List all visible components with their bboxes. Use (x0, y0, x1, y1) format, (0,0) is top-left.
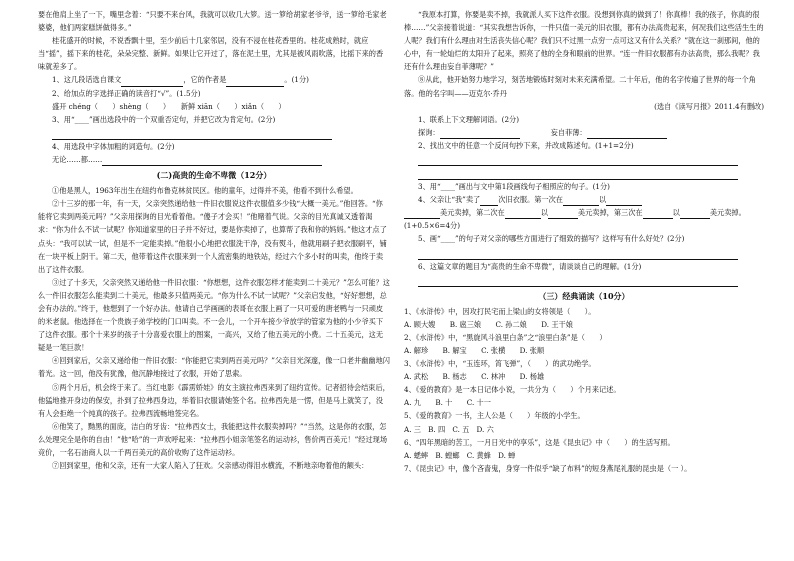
answer-blank[interactable] (480, 196, 498, 206)
question-2: 2、找出文中的任意一个反问句抄下来，并改成陈述句。(1+1=2分) (418, 140, 634, 150)
answer-blank[interactable] (548, 209, 578, 219)
mc-options: A. 顾大嫂 B. 扈三娘 C. 孙二娘 D. 王干娘 (404, 319, 573, 329)
passage-paragraph: ①他是黑人，1963年出生在纽约布鲁克林贫民区。他的童年，过得并不美，他看不到什么希望。 (52, 186, 358, 196)
mc-options: A. 武松 B. 杨志 C. 林冲 D. 杨雄 (404, 372, 545, 382)
mc-options: A. 蟋蟀 B. 螳螂 C. 黄蜂 D. 蝉 (404, 450, 516, 460)
passage-paragraph: ⑥他笑了，黝黑的面庞，洁白的牙齿：“拉弗西女士，我能把这件衣服卖掉吗？”“当然，这是你的衣服，怎么处理完全是你的自由！”他“哈”的一声欢呼起来：“拉弗西小姐亲笔签名的运动衫，售价两百美元！”经过现场竞价，一名石油商人以一千两百美元的高价收购了这件运动衫。 (38, 421, 388, 457)
question-5: 5、画“____”的句子对父亲的哪些方面进行了细致的描写？这样写有什么好处？(2分) (418, 234, 685, 244)
question-3: 3、用“____”画出选段中的一个双重否定句，并把它改为肯定句。(2分) (52, 114, 276, 124)
passage-paragraph: ⑧从此，他开始努力地学习，刻苦地锻炼时刻对未来充满希望。二十年后，他的名字传遍了世界的每一个角落。他的名字叫——迈克尔·乔丹 (404, 75, 756, 98)
mc-options: A. 三 B. 四 C. 五 D. 六 (404, 424, 494, 434)
section-2-title: (二)高贵的生命不卑微（12分） (156, 170, 272, 181)
answer-blank[interactable] (563, 196, 599, 206)
question-4-prompt: 无论……都…… (38, 153, 390, 166)
passage-paragraph: ④回到家后，父亲又递给他一件旧衣服：“你能把它卖到两百美元吗？”父亲目光深邃，像一口老井幽幽地闪着光。这一回，他没有犹豫，他沉静地接过了衣服，开始了思索。 (38, 356, 390, 379)
answer-line[interactable] (418, 154, 738, 166)
right-column (404, 8, 764, 475)
answer-line[interactable] (52, 128, 332, 140)
passage-paragraph: ⑤两个月后，机会终于来了。当红电影《霹雳娇娃》的女主演拉弗西来到了纽约宣传。记者招待会结束后，他猛地推开身边的保安，扑到了拉弗西身边，举着旧衣服请她签个名。拉弗西先是一愣，但是马上就笑了，没有人会拒绝一个纯真的孩子。拉弗西流畅地签完名。 (38, 382, 390, 418)
passage-paragraph: ⑦回到家里，他和父亲，还有一大家人陷入了狂欢。父亲感动得泪水横流，不断地亲吻着他的额头： (52, 461, 369, 471)
source-citation: (选自《读写月报》2011.4有删改) (654, 101, 764, 111)
question-3: 3、用“____”画出与文中第1段画线句子相照应的句子。(1分) (418, 182, 610, 192)
question-2-options: 盛开 chéng（ ）shèng（ ） 新鲜 xiān（ ）xiǎn（ ） (52, 101, 286, 111)
answer-blank[interactable] (505, 209, 541, 219)
question-6: 6、这篇文章的题目为“高贵的生命不卑微”，请谈谈自己的理解。(1分) (418, 261, 642, 271)
answer-blank[interactable] (121, 77, 183, 87)
question-2: 2、给加点的字选择正确的读音打“√”。(1.5分) (52, 88, 201, 98)
mc-question: 2、《水浒传》中，“黑旋风斗浪里白条”之“浪里白条”是（ ） (404, 332, 607, 342)
answer-blank[interactable] (643, 209, 673, 219)
answer-line[interactable] (418, 248, 738, 260)
question-1-words: 探询： 妄自菲薄： (404, 126, 764, 139)
mc-question: 7、《昆虫记》中，像个吝啬鬼，身穿一件似乎“缺了布料”的短身燕尾礼服的昆虫是（一 ）。 (404, 463, 692, 473)
mc-question: 1、《水浒传》中，因攻打民宅而上梁山的女将领是（ ）。 (404, 306, 596, 316)
question-1: 1、这几段话选自课文 ，它的作者是 。(1分) (38, 73, 390, 86)
mc-question: 5、《爱的教育》一书，主人公是（ ）年级的小学生。 (404, 411, 585, 421)
mc-options: A. 九 B. 十 C. 十一 (404, 398, 491, 408)
answer-blank[interactable] (606, 196, 642, 206)
answer-blank[interactable] (226, 77, 284, 87)
left-column (38, 8, 390, 472)
answer-blank[interactable] (587, 129, 667, 139)
question-1: 1、联系上下文理解词语。(2分) (418, 114, 520, 124)
answer-blank[interactable] (680, 209, 710, 219)
passage-paragraph: ②十三岁的那一年，有一天，父亲突然递给他一件旧衣服说这件衣服值多少钱“大概一美元。”他回答。“你能将它卖到两美元吗？”父亲用探询的目光看着他。“傻子才会买！”他赌着气说。父亲的目光真诚又透着渴求：“你为什么不试一试呢？你知道家里的日子并不好过，要是你卖掉了，也算帮了我和你的妈妈。”他这才点了点头：“我可以试一试，但是不一定能卖掉。”他很小心地把衣服洗干净，没有熨斗，他就用刷子把衣服刷平，铺在一块平板上阴干。第二天，他带着这件衣服来到一个人流密集的地铁站，经过六个多小时的叫卖，他终于卖出了这件衣服。 (38, 199, 387, 274)
passage-paragraph: 要在他肩上坐了一下，嘴里念着：“只要不来台风，我就可以收几大箩。送一箩给胡家老爷爷，送一箩给毛家老婆婆，他们两家糕饼做得多。” (38, 10, 387, 33)
passage-paragraph: ③过了十多天，父亲突然又递给他一件旧衣服：“你想想，这件衣服怎样才能卖到二十美元？”怎么可能？这么一件旧衣服怎么能卖到二十美元，他最多只值两美元。“你为什么不试一试呢？”父亲启发他，“好好想想，总会有办法的。”终于，他想到了一个好办法。他请自己学画画的表哥在衣服上画了一只可爱的唐老鸭与一只顽皮的米老鼠。他选择在一个贵族子弟学校的门口叫卖。不一会儿，一个开车接少爷放学的管家为他的小少爷买下了这件衣服。那个十来岁的孩子十分喜爱衣服上的图案，一高兴，又给了他五美元的小费。二十五美元，这无疑是一笔巨款！ (38, 277, 390, 353)
answer-blank[interactable] (102, 156, 322, 166)
question-4: 4、用选段中字体加粗的词造句。(2分) (52, 141, 175, 151)
mc-question: 3、《水浒传》中，“玉连环，筲飞弹”，（ ）的武功绝学。 (404, 359, 596, 369)
mc-question: 4、《爱的教育》是一本日记体小说，一共分为（ ）个月来记述。 (404, 385, 621, 395)
passage-paragraph: 桂花盛开的时候，不说香飘十里，至少前后十几家邻居，没有不浸在桂花香里的。桂花成熟时，就应当“摇”，摇下来的桂花，朵朵完整、新鲜。如果让它开过了，落在泥土里，尤其是被风雨吹落，比摇下来的香味就差多了。 (38, 36, 384, 72)
answer-line[interactable] (418, 168, 738, 180)
answer-blank[interactable] (404, 209, 440, 219)
answer-line[interactable] (418, 275, 738, 287)
passage-paragraph: “我原本打算，你要是卖不掉，我就派人买下这件衣服。没想到你真的做到了！你真棒！我的孩子，你真的很棒……”父亲接着说道：“其实我想告诉你，一件只值一美元的旧衣服，都有办法高贵起来，何况我们这些活生生的人呢？我们有什么理由对生活丧失信心呢？我们只不过黑一点穷一点可这又有什么关系？”就在这一刹那间，他的心中，有一轮灿烂的太阳升了起来，照亮了他的全身和眼前的世界。“连一件旧衣服都有办法高贵，那么我呢？我还有什么理由妄自菲薄呢？” (404, 10, 764, 72)
mc-question: 6、“四年黑暗的苦工，一月日光中的享乐”，这是《昆虫记》中（ ）的生活写照。 (404, 437, 675, 447)
answer-blank[interactable] (440, 129, 520, 139)
section-3-title: （三）经典诵读（10分） (538, 290, 630, 301)
mc-options: A. 解珍 B. 解宝 C. 张横 D. 张顺 (404, 345, 545, 355)
question-4: 4、父亲让“我”卖了 次旧衣服。第一次在 以 美元卖掉，第二次在 以 美元卖掉，第三次在 以 美元卖掉。(1+0.5×6=4分) (404, 195, 746, 231)
